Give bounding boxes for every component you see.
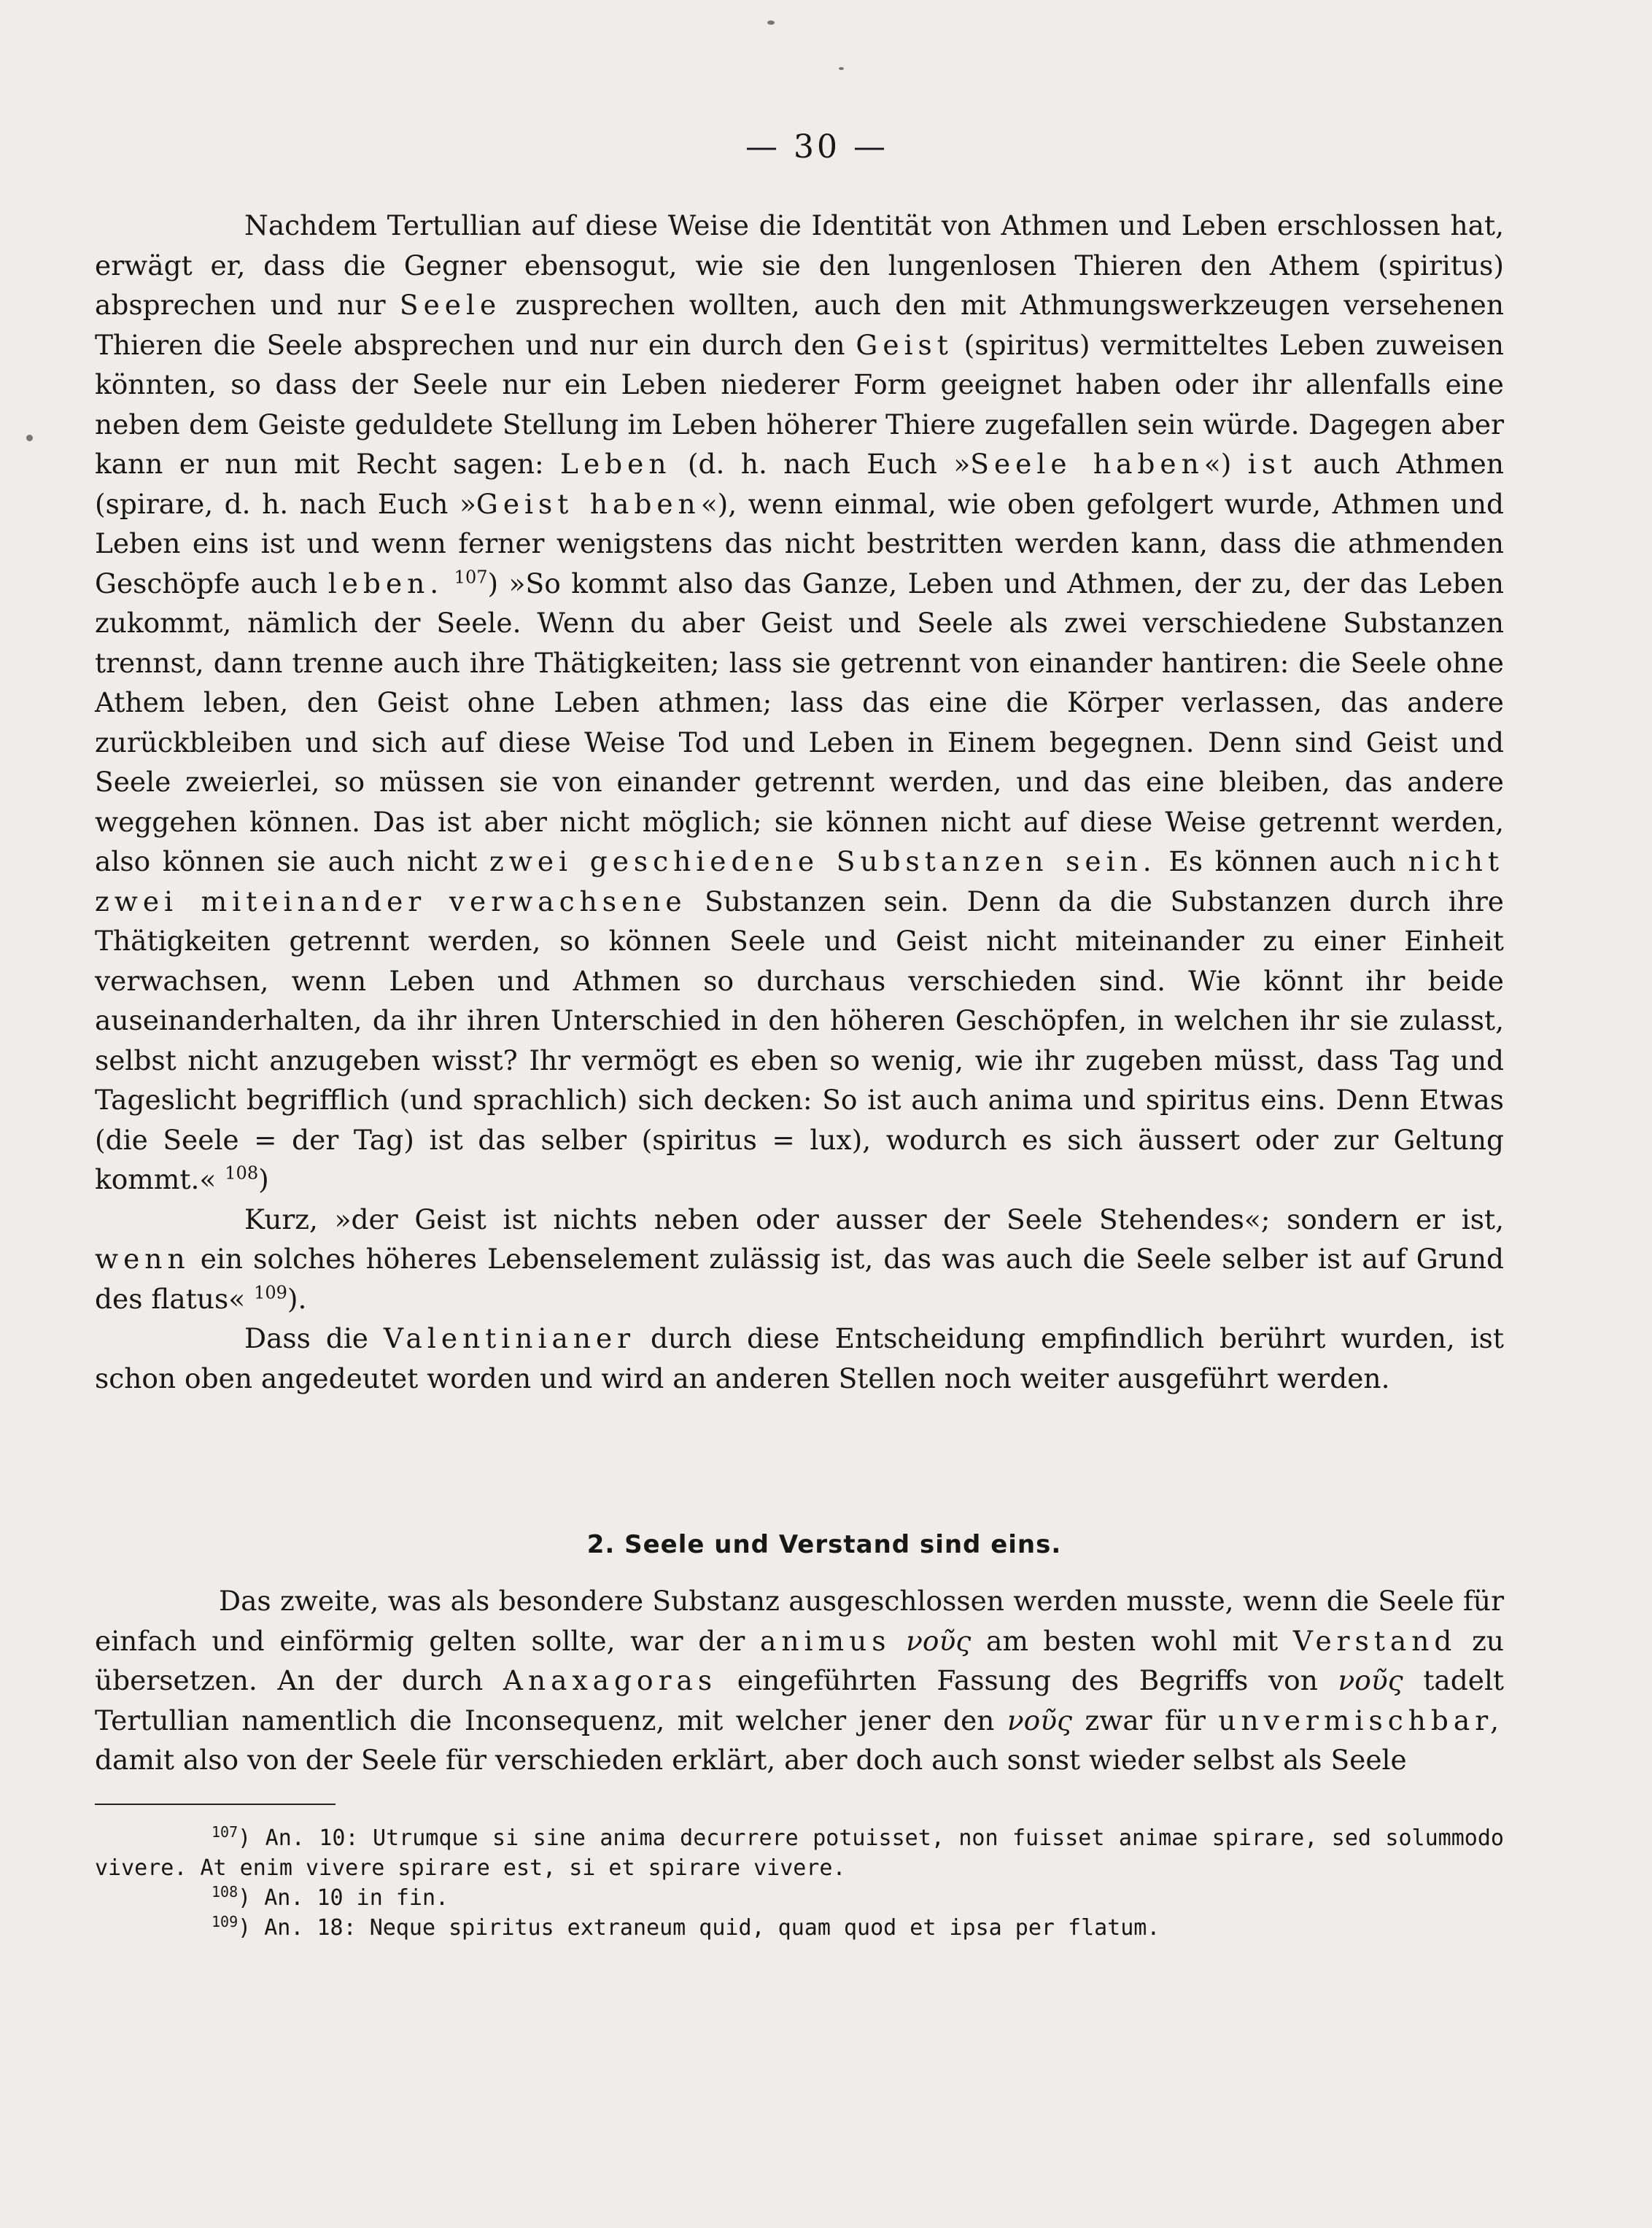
spaced-term: Leben (560, 448, 672, 480)
page-number: — 30 — (745, 128, 888, 166)
greek-term: νοῦς (1338, 1664, 1403, 1696)
text-run: ) (258, 1163, 269, 1195)
paragraph-3 (95, 1319, 1504, 1398)
footnote-107 (95, 1823, 1504, 1883)
spaced-term: wenn (95, 1243, 190, 1275)
text-run: Das zweite, was als besondere Substanz ausgeschlossen werden musste, wenn die Seele für einfach und einförmig gelten sollte, war der (95, 1585, 1504, 1657)
spaced-term: animus (760, 1624, 891, 1657)
scan-speck (839, 67, 844, 70)
spaced-term: Seele haben (970, 448, 1204, 480)
footnote-text: ) An. 10: Utrumque si sine anima decurrere potuisset, non fuisset animae spirare, sed solummodo vivere. At enim vivere spirare est, si et spirare vivere. (95, 1825, 1504, 1881)
text-run: «) (1203, 448, 1248, 480)
text-run: (d. h. nach Euch » (671, 448, 971, 480)
spaced-term: ist (1247, 448, 1298, 480)
text-run: tadelt Tertullian namentlich die Inconsequenz, mit welcher jener den (95, 1664, 1505, 1736)
text-run: ) »So kommt also das Ganze, Leben und Athmen, der zu, der das Leben zukommt, nämlich der Seele. Wenn du aber Geist und Seele als zwei verschiedene Substanzen trennst, dann trenne auch ihre Thätigkeiten; lass sie getrennt von einander hantiren: die Seele ohne Athem leben, den Geist ohne Leben athmen; lass das eine die Körper verlassen, das andere zurückbleiben und sich auf diese Weise Tod und Leben in Einem begegnen. Denn sind Geist und Seele zweierlei, so müssen sie von einander getrennt werden, und das eine bleiben, das andere weggehen können. Das ist aber nicht möglich; sie können nicht auf diese Weise getrennt werden, also können sie auch nicht (95, 567, 1504, 877)
spaced-term: nicht zwei miteinander verwachsene (95, 845, 1504, 917)
text-run: Substanzen sein. Denn da die Substanzen durch ihre Thätigkeiten getrennt werden, so können Seele und Geist nicht miteinander zu einer Einheit verwachsen, wenn Leben und Athmen so durchaus verschieden sind. Wie könnt ihr beide auseinanderhalten, da ihr ihren Unterschied in den höheren Geschöpfen, in welchen ihr sie zulasst, selbst nicht anzugeben wisst? Ihr vermögt es eben so wenig, wie ihr zugeben müsst, dass Tag und Tageslicht begrifflich (und sprachlich) sich decken: So ist auch anima und spiritus eins. Denn Etwas (die Seele = der Tag) ist das selber (spiritus = lux), wodurch es sich äussert oder zur Geltung kommt.« (95, 885, 1504, 1195)
footnote-number: 108 (212, 1883, 239, 1901)
paragraph-2 (95, 1200, 1504, 1319)
spaced-term: Anaxagoras (503, 1664, 718, 1696)
section-text (95, 1581, 1504, 1780)
text-run: Es können auch (1156, 845, 1408, 877)
text-run: Dass die (244, 1322, 384, 1354)
text-run: auch Athmen (spirare, d. h. nach Euch » (95, 448, 1504, 520)
spaced-term: zwei geschiedene Substanzen sein. (489, 845, 1157, 877)
paragraph-1 (95, 206, 1504, 1200)
paragraph-4 (95, 1581, 1504, 1780)
text-run: durch diese Entscheidung empfindlich berührt wurden, ist schon oben angedeutet worden und wird an anderen Stellen noch weiter ausgeführt werden. (95, 1322, 1504, 1394)
spaced-term: Geist haben (476, 487, 701, 520)
text-run: am besten wohl mit (971, 1624, 1293, 1657)
footnote-text: ) An. 18: Neque spiritus extraneum quid, quam quod et ipsa per flatum. (238, 1915, 1160, 1941)
text-run: ein solches höheres Lebenselement zulässig ist, das was auch die Seele selber ist auf Grund des flatus« (95, 1243, 1504, 1315)
footnote-text: ) An. 10 in fin. (238, 1885, 449, 1911)
scan-speck (26, 435, 33, 441)
spaced-term: Verstand (1292, 1624, 1457, 1657)
spaced-term: Seele (399, 289, 502, 321)
greek-term: νοῦς (906, 1624, 972, 1657)
footnote-number: 107 (212, 1823, 239, 1841)
footnote-108 (95, 1883, 1504, 1913)
spaced-term: leben. (327, 567, 444, 599)
footnote-ref: 108 (225, 1162, 259, 1184)
text-run: Kurz, »der Geist ist nichts neben oder ausser der Seele Stehendes«; sondern er ist, (244, 1203, 1504, 1235)
text-run: eingeführten Fassung des Begriffs von (717, 1664, 1338, 1696)
text-run: zusprechen wollten, auch den mit Athmungswerkzeugen versehenen Thieren die Seele absprechen und nur ein durch den (95, 289, 1504, 361)
text-run: zwar für (1072, 1704, 1219, 1736)
spaced-term: Valentinianer (383, 1322, 636, 1354)
section-heading: 2. Seele und Verstand sind eins. (586, 1530, 1062, 1559)
scan-speck (767, 20, 775, 25)
footnote-number: 109 (212, 1913, 239, 1930)
text-run: zu übersetzen. An der durch (95, 1624, 1504, 1696)
greek-term: νοῦς (1007, 1704, 1073, 1736)
main-text (95, 206, 1504, 1398)
footnote-ref: 107 (454, 567, 488, 587)
footnote-ref: 109 (254, 1282, 287, 1303)
text-run: ). (287, 1282, 307, 1315)
footnote-divider (95, 1804, 336, 1805)
text-run: damit also von der Seele für verschieden erklärt, aber doch auch sonst wieder selbst als Seele (95, 1744, 1407, 1776)
text-run: (spiritus) vermitteltes Leben zuweisen könnten, so dass der Seele nur ein Leben niederer Form geeignet haben oder ihr allenfalls eine neben dem Geiste geduldete Stellung im Leben höherer Thiere zugefallen sein würde. Dagegen aber kann er nun mit Recht sagen: (95, 328, 1505, 480)
spaced-term: unvermischbar, (1218, 1704, 1505, 1736)
footnote-109 (95, 1913, 1504, 1943)
spaced-term: Geist (856, 328, 953, 361)
footnotes (95, 1823, 1504, 1943)
text-run: «), wenn einmal, wie oben gefolgert wurde, Athmen und Leben eins ist und wenn ferner wenigstens das nicht bestritten werden kann, dass die athmenden Geschöpfe auch (95, 487, 1504, 599)
text-run: Nachdem Tertullian auf diese Weise die Identität von Athmen und Leben erschlossen hat, erwägt er, dass die Gegner ebensogut, wie sie den lungenlosen Thieren den Athem (spiritus) absprechen und nur (95, 209, 1504, 321)
